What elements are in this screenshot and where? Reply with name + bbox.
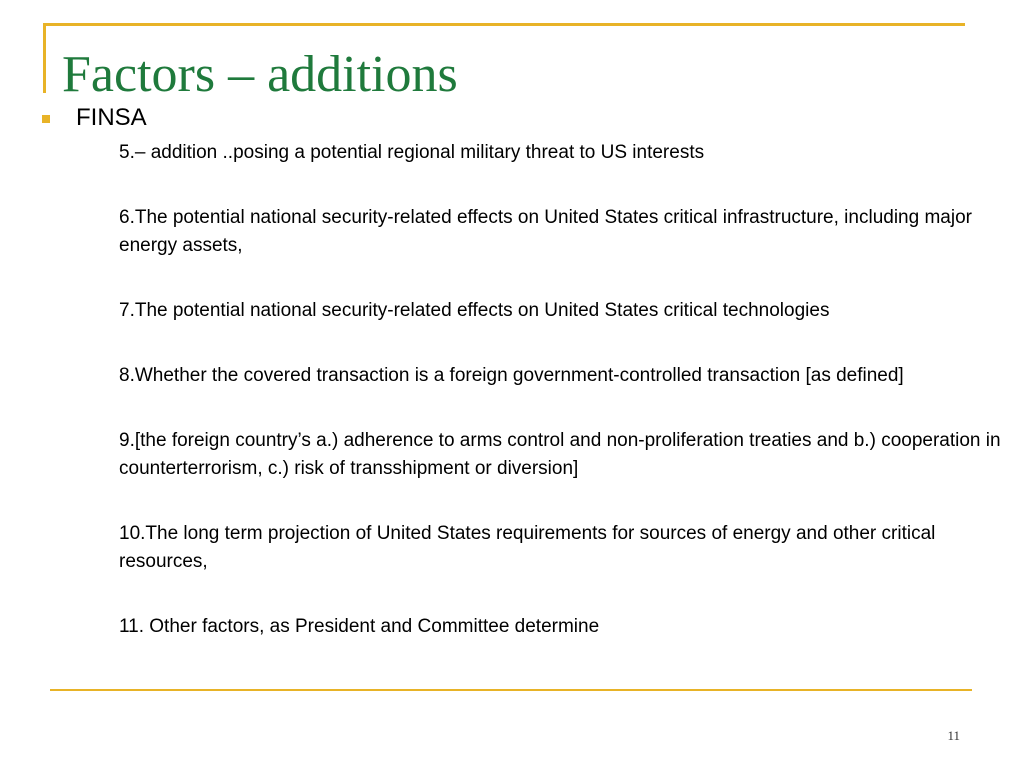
slide-title: Factors – additions xyxy=(62,46,458,103)
factor-item-6: 6.The potential national security-related effects on United States critical infrastructure, including major energy assets, xyxy=(119,207,972,256)
frame-top-rule xyxy=(43,23,965,26)
factor-item-10: 10.The long term projection of United States requirements for sources of energy and other critical resources, xyxy=(119,523,936,572)
factor-item-11: 11. Other factors, as President and Committee determine xyxy=(119,616,600,637)
factor-item-9: 9.[the foreign country’s a.) adherence to arms control and non-proliferation treaties and b.) cooperation in counterterrorism, c.) risk of transshipment or diversion] xyxy=(119,430,1001,479)
bullet-finsa xyxy=(42,103,147,133)
footer-rule xyxy=(50,689,972,691)
factor-item-7: 7.The potential national security-related effects on United States critical technologies xyxy=(119,300,830,321)
page-number: 11 xyxy=(947,728,960,743)
square-bullet-icon xyxy=(42,115,50,123)
factor-list xyxy=(119,139,1009,641)
frame-left-rule xyxy=(43,23,46,93)
bullet-label: FINSA xyxy=(76,104,147,131)
factor-item-5: 5.– addition ..posing a potential regional military threat to US interests xyxy=(119,142,705,163)
factor-item-8: 8.Whether the covered transaction is a foreign government-controlled transaction [as defined] xyxy=(119,365,904,386)
